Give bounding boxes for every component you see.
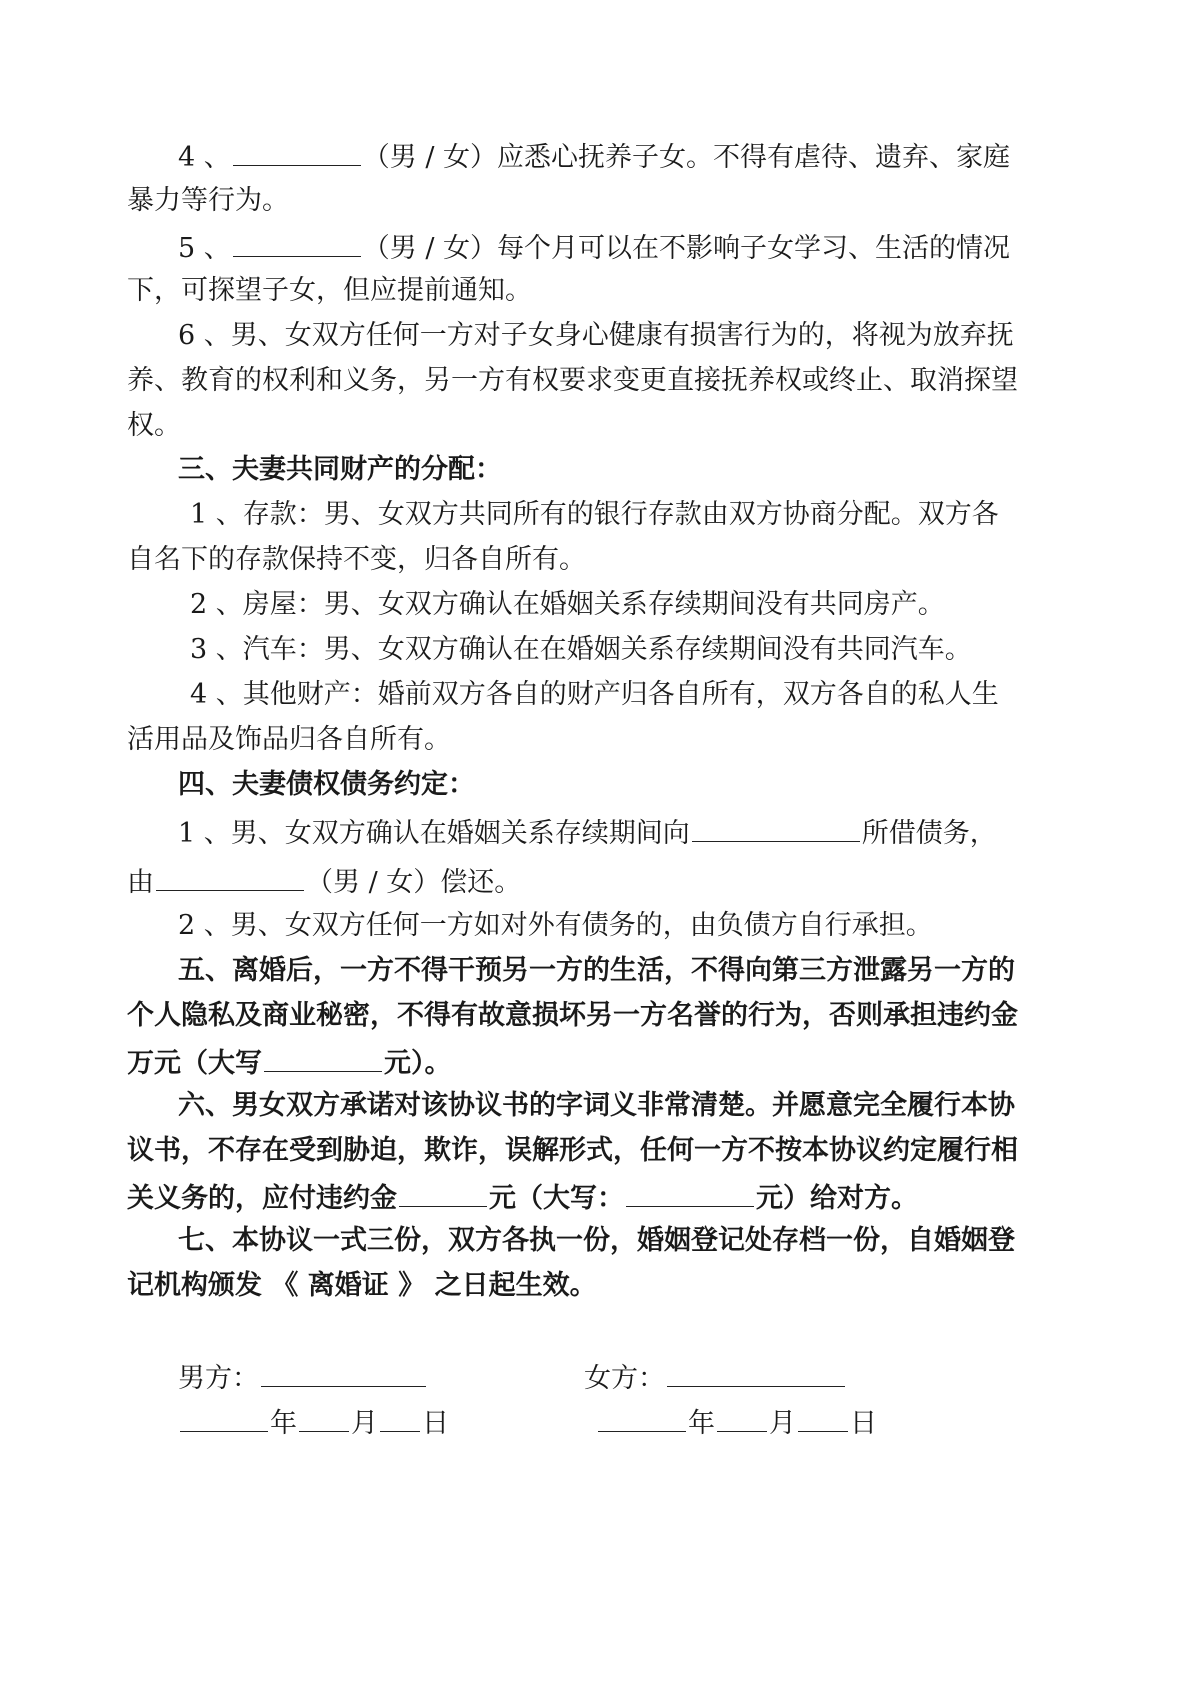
debt-1-line-1 <box>178 813 997 852</box>
male-signature-line <box>178 1358 478 1397</box>
property-4-line-1: 4 、其他财产：婚前双方各自的财产归各自所有，双方各自的私人生 <box>190 679 999 710</box>
clause-5-line-2: 下，可探望子女，但应提前通知。 <box>127 275 532 306</box>
female-month-blank <box>717 1403 767 1432</box>
male-date-line <box>178 1403 498 1442</box>
clause-4-text: （男 / 女）应悉心抚养子女。不得有虐待、遗弃、家庭 <box>362 142 1011 173</box>
section-7-line-1: 七、本协议一式三份，双方各执一份，婚姻登记处存档一份，自婚姻登 <box>178 1225 1015 1256</box>
section-5-l3-before: 万元（大写 <box>127 1048 262 1079</box>
liquidated-damages-words-blank <box>626 1178 754 1207</box>
section-3-heading: 三、夫妻共同财产的分配： <box>178 454 502 485</box>
female-label: 女方： <box>584 1363 665 1394</box>
clause-5-text: （男 / 女）每个月可以在不影响子女学习、生活的情况 <box>362 233 1011 264</box>
section-5-line-2: 个人隐私及商业秘密，不得有故意损坏另一方名誉的行为，否则承担违约金 <box>127 1000 1018 1031</box>
female-month-label: 月 <box>769 1408 796 1439</box>
clause-6-line-2: 养、教育的权利和义务，另一方有权要求变更直接抚养权或终止、取消探望 <box>127 365 1018 396</box>
property-1-line-2: 自名下的存款保持不变，归各自所有。 <box>127 544 586 575</box>
clause-6-line-1: 6 、男、女双方任何一方对子女身心健康有损害行为的，将视为放弃抚 <box>178 320 1014 351</box>
debt-1-l2-before: 由 <box>127 867 154 898</box>
section-5-l3-after: 元）。 <box>384 1048 452 1079</box>
clause-6-line-3: 权。 <box>127 410 181 441</box>
debt-creditor-blank <box>692 813 860 842</box>
clause-4-blank <box>233 137 361 166</box>
clause-4-line-2: 暴力等行为。 <box>127 185 289 216</box>
male-day-label: 日 <box>422 1408 449 1439</box>
property-4-line-2: 活用品及饰品归各自所有。 <box>127 724 451 755</box>
clause-5-blank <box>233 228 361 257</box>
male-signature-blank <box>261 1358 426 1387</box>
male-month-label: 月 <box>351 1408 378 1439</box>
clause-4-number: 4 、 <box>178 142 231 173</box>
male-day-blank <box>380 1403 420 1432</box>
female-date-line <box>596 1403 916 1442</box>
female-year-label: 年 <box>688 1408 715 1439</box>
female-year-blank <box>598 1403 686 1432</box>
section-6-line-1: 六、男女双方承诺对该协议书的字词义非常清楚。并愿意完全履行本协 <box>178 1090 1015 1121</box>
clause-5-line-1 <box>178 228 1011 267</box>
property-2: 2 、房屋：男、女双方确认在婚姻关系存续期间没有共同房产。 <box>190 589 945 620</box>
male-label: 男方： <box>178 1363 259 1394</box>
section-5-line-3 <box>127 1043 980 1082</box>
debt-payer-blank <box>156 862 304 891</box>
property-1-line-1: 1 、存款：男、女双方共同所有的银行存款由双方协商分配。双方各 <box>190 499 999 530</box>
property-3: 3 、汽车：男、女双方确认在在婚姻关系存续期间没有共同汽车。 <box>190 634 972 665</box>
female-signature-line <box>584 1358 884 1397</box>
section-4-heading: 四、夫妻债权债务约定： <box>178 769 475 800</box>
clause-5-number: 5 、 <box>178 233 231 264</box>
female-day-blank <box>798 1403 848 1432</box>
section-5-line-1: 五、离婚后，一方不得干预另一方的生活，不得向第三方泄露另一方的 <box>178 955 1015 986</box>
debt-1-l2-after: （男 / 女）偿还。 <box>306 867 522 898</box>
debt-1-text-after: 所借债务， <box>861 818 997 849</box>
male-month-blank <box>299 1403 349 1432</box>
debt-2: 2 、男、女双方任何一方如对外有债务的，由负债方自行承担。 <box>178 910 933 941</box>
section-6-line-2: 议书，不存在受到胁迫，欺诈，误解形式，任何一方不按本协议约定履行相 <box>127 1135 1018 1166</box>
section-6-l3-mid: 元（大写： <box>489 1183 624 1214</box>
male-year-label: 年 <box>270 1408 297 1439</box>
clause-4-line-1 <box>178 137 1011 176</box>
section-7-line-2: 记机构颁发 《 离婚证 》 之日起生效。 <box>127 1270 597 1301</box>
debt-1-line-2 <box>127 862 980 901</box>
debt-1-text-before: 1 、男、女双方确认在婚姻关系存续期间向 <box>178 818 690 849</box>
section-6-line-3 <box>127 1178 980 1217</box>
female-signature-blank <box>667 1358 845 1387</box>
section-6-l3-after: 元）给对方。 <box>756 1183 918 1214</box>
male-year-blank <box>180 1403 268 1432</box>
section-6-l3-before: 关义务的，应付违约金 <box>127 1183 397 1214</box>
liquidated-damages-blank <box>399 1178 487 1207</box>
female-day-label: 日 <box>850 1408 877 1439</box>
penalty-amount-blank <box>264 1043 382 1072</box>
